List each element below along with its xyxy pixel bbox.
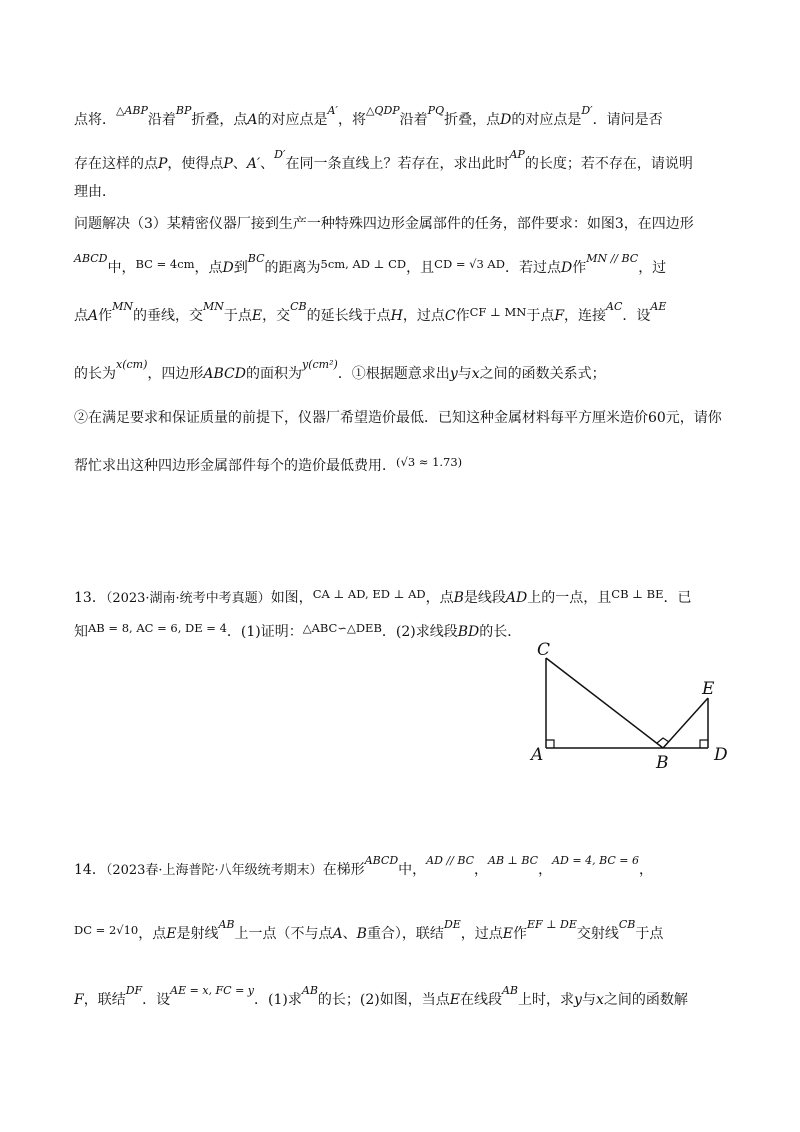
text: 折叠，点: [191, 112, 248, 128]
text: 、: [260, 156, 275, 172]
text: 帮忙求出这种四边形金属部件每个的造价最低费用．: [74, 458, 396, 474]
text: 与: [457, 366, 472, 382]
text: ．(2)求线段: [381, 624, 458, 640]
math: DF: [125, 984, 143, 997]
text: 的长为: [74, 366, 116, 382]
text: ，且: [406, 260, 435, 276]
math: AD = 4, BC = 6: [552, 854, 639, 867]
text: 到: [233, 260, 248, 276]
math: x: [595, 992, 604, 1008]
q12-line-4: 问题解决（3）某精密仪器厂接到生产一种特殊四边形金属部件的任务，部件要求：如图3，在四边形: [74, 216, 694, 232]
text: ，: [639, 862, 653, 878]
text: ．设: [142, 992, 171, 1008]
text: 交射线: [576, 926, 619, 942]
math: MN: [203, 300, 224, 313]
text: 点: [74, 308, 88, 324]
text: 、: [342, 926, 357, 942]
math: y: [574, 992, 582, 1008]
text: ．设: [622, 308, 651, 324]
math: D: [222, 260, 234, 276]
math: CB: [618, 918, 636, 931]
math: △ABC∽△DEB: [302, 621, 382, 635]
math: AD: [505, 590, 528, 606]
text: ．已: [663, 590, 692, 606]
text: ，过点: [402, 308, 445, 324]
q13-figure: [520, 636, 740, 776]
math: EF ⊥ DE: [527, 918, 577, 931]
math: DC = 2√10: [74, 923, 139, 937]
question-source: （2023·湖南·统考中考真题）: [105, 591, 271, 606]
math: E: [449, 992, 460, 1008]
math: AB ⊥ BC: [488, 854, 539, 867]
q13-line-1: [74, 588, 692, 609]
text: ．(1)求: [254, 992, 302, 1008]
math: A: [247, 112, 258, 128]
q14-line-3: [74, 984, 688, 1011]
math: PQ: [427, 104, 445, 117]
math: B: [453, 590, 464, 606]
math: BC: [247, 252, 265, 265]
q14-line-1: [74, 854, 653, 881]
q12-line-5: [74, 252, 667, 279]
math: F: [554, 308, 565, 324]
text: ，四边形: [147, 366, 204, 382]
q14-line-2: [74, 918, 664, 945]
text: 在线段: [459, 992, 502, 1008]
math: B: [356, 926, 367, 942]
question-number: 14．: [74, 862, 106, 878]
segment-cb: [546, 658, 663, 748]
text: 之间的函数解: [603, 992, 688, 1008]
math: AP: [509, 148, 525, 161]
text: ，: [538, 862, 553, 878]
text: 是线段: [463, 590, 506, 606]
math: MN: [112, 300, 134, 313]
label-a: A: [531, 745, 544, 765]
text: 的长．: [479, 624, 522, 640]
math: y: [449, 366, 458, 382]
math: AB: [218, 918, 235, 931]
math: ABCD: [203, 366, 246, 382]
label-c: C: [537, 640, 551, 660]
text: ．若过点: [504, 260, 561, 276]
math: △QDP: [365, 104, 400, 117]
math: CA ⊥ AD, ED ⊥ AD: [312, 587, 426, 601]
text: 如图，: [270, 590, 313, 606]
text: ，点: [425, 590, 454, 606]
text: 知: [74, 624, 88, 640]
math: BD: [457, 624, 480, 640]
text: ．(1)证明：: [226, 624, 303, 640]
text: 、: [232, 156, 247, 172]
math: AB = 8, AC = 6, DE = 4: [88, 621, 227, 635]
math: P: [223, 156, 233, 172]
math: △ABP: [116, 104, 148, 117]
text: 沿着: [399, 112, 428, 128]
math: D′: [581, 104, 593, 117]
text: 作: [572, 260, 587, 276]
math: D: [500, 112, 512, 128]
math: AB: [301, 984, 318, 997]
text: 的垂线，交: [133, 308, 204, 324]
math: E: [502, 926, 514, 942]
text: 在同一条直线上？若存在，求出此时: [285, 156, 510, 172]
math: C: [444, 308, 456, 324]
q12-line-7: [74, 358, 606, 385]
math: CB ⊥ BE: [611, 587, 664, 601]
text: ，过点: [460, 926, 503, 942]
math: x(cm): [116, 358, 148, 371]
label-b: B: [656, 753, 669, 773]
math: (√3 ≈ 1.73): [396, 455, 463, 469]
text: ，过: [638, 260, 667, 276]
q12-line-1: [74, 104, 663, 131]
right-angle-a: [546, 740, 554, 748]
text: ，交: [262, 308, 291, 324]
q13-line-2: [74, 622, 521, 642]
math: H: [390, 308, 403, 324]
text: ，: [474, 862, 489, 878]
text: 的长度；若不存在，请说明: [524, 156, 693, 172]
text: 上一点（不与点: [234, 926, 333, 942]
math: ABCD: [74, 252, 108, 265]
question-number: 13．: [74, 590, 106, 606]
text: ．①根据题意求出: [337, 366, 450, 382]
text: 的距离为: [264, 260, 321, 276]
question-source: （2023春·上海普陀·八年级统考期末）: [105, 863, 323, 878]
text: 作: [98, 308, 113, 324]
text: ，将: [337, 112, 366, 128]
math: CD = √3 AD: [434, 257, 505, 271]
math: A: [332, 926, 343, 942]
math: E: [166, 926, 177, 942]
math: BP: [175, 104, 192, 117]
q12-line-9: [74, 456, 462, 476]
text: 中，: [398, 862, 427, 878]
text: 于点: [526, 308, 555, 324]
text: 沿着: [147, 112, 176, 128]
text: 是射线: [176, 926, 219, 942]
text: 作: [513, 926, 528, 942]
text: 上时，求: [518, 992, 575, 1008]
math: AE = x, FC = y: [170, 984, 255, 997]
text: ，使得点: [167, 156, 224, 172]
math: x: [471, 366, 480, 382]
math: CB: [290, 300, 307, 313]
math: A: [88, 308, 99, 324]
math: D′: [274, 148, 286, 161]
math: AB: [501, 984, 519, 997]
text: 之间的函数关系式；: [479, 366, 606, 382]
math: D: [560, 260, 573, 276]
text: 作: [455, 308, 470, 324]
text: ．请问是否: [592, 112, 663, 128]
text: 的长；(2)如图，当点: [317, 992, 450, 1008]
text: 的对应点是: [511, 112, 582, 128]
math: E: [251, 308, 263, 324]
math: 5cm, AD ⊥ CD: [320, 257, 407, 271]
q12-line-3: 理由．: [74, 184, 116, 200]
text: 的对应点是: [257, 112, 328, 128]
math: AE: [650, 300, 667, 313]
text: 的面积为: [246, 366, 302, 382]
math: A′: [246, 156, 261, 172]
math: y(cm²): [302, 358, 338, 371]
text: 存在这样的点: [74, 156, 158, 172]
q12-line-6: [74, 300, 667, 327]
right-angle-d: [700, 740, 708, 748]
text: ，联结: [83, 992, 126, 1008]
math: AC: [606, 300, 623, 313]
math: AD // BC: [426, 854, 475, 867]
text: ，点: [194, 260, 223, 276]
q12-line-2: [74, 148, 693, 175]
text: ，连接: [564, 308, 607, 324]
math: CF ⊥ MN: [469, 305, 527, 319]
text: 在梯形: [322, 862, 365, 878]
math: BC = 4cm: [135, 257, 195, 271]
text: ，点: [138, 926, 167, 942]
text: 点将．: [74, 112, 116, 128]
text: 与: [581, 992, 596, 1008]
text: 于点: [223, 308, 252, 324]
label-d: D: [714, 745, 728, 765]
math: F: [74, 992, 84, 1008]
math: DE: [443, 918, 461, 931]
text: 于点: [635, 926, 664, 942]
text: 重合），联结: [366, 926, 444, 942]
q12-line-8: ②在满足要求和保证质量的前提下，仪器厂希望造价最低．已知这种金属材料每平方厘米造价60元，请你: [74, 410, 722, 426]
math: A′: [327, 104, 338, 117]
math: MN // BC: [586, 252, 639, 265]
text: 的延长线于点: [306, 308, 391, 324]
math: P: [158, 156, 168, 172]
math: ABCD: [364, 854, 399, 867]
label-e: E: [702, 679, 715, 699]
text: 中，: [107, 260, 136, 276]
text: 上的一点，且: [527, 590, 612, 606]
text: 折叠，点: [444, 112, 501, 128]
